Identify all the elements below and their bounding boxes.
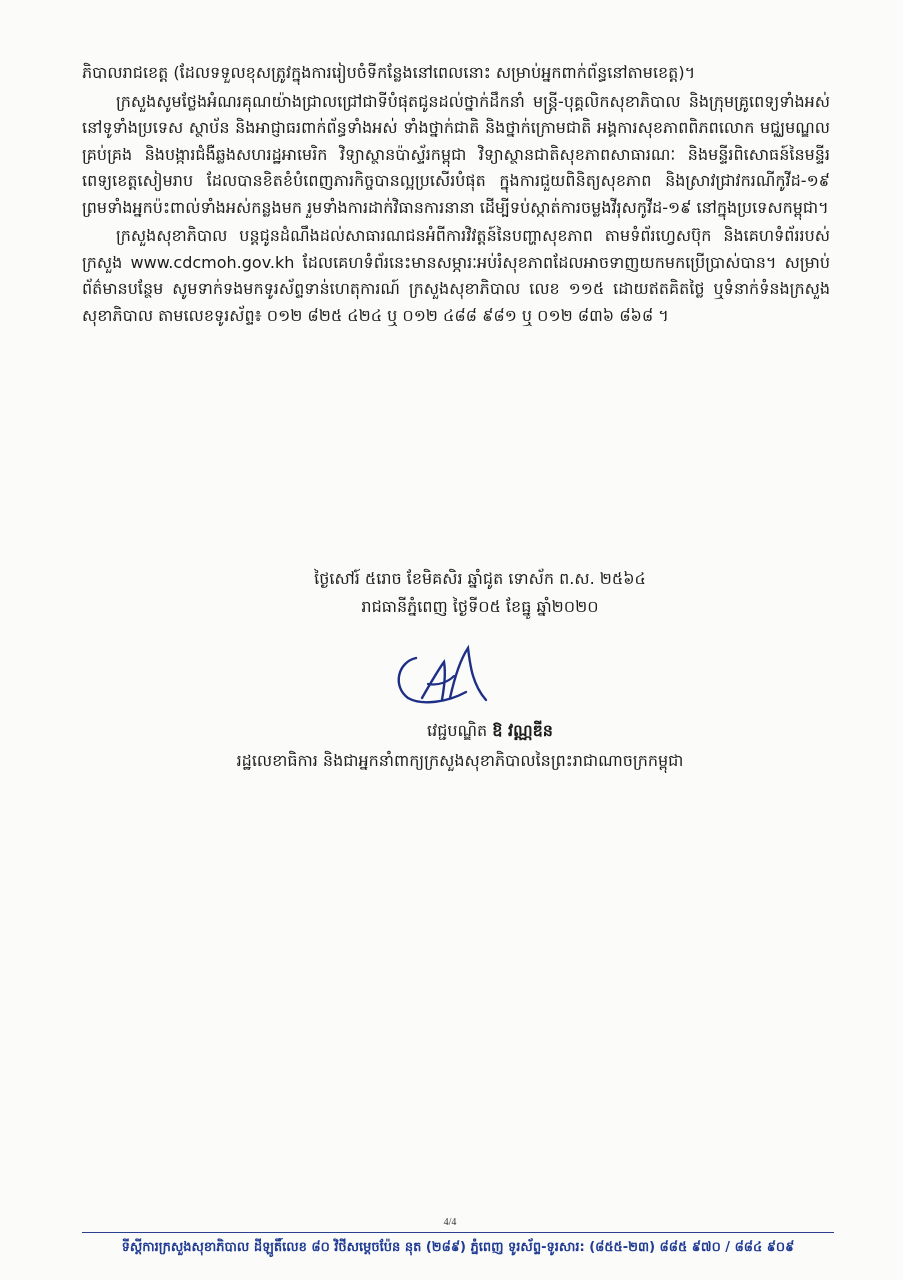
signer-name-line (280, 718, 700, 744)
footer-address: ទីស្តីការក្រសួងសុខាភិបាល ដីឡូតិ៍លេខ ៨០ វិថីសម្តេចប៉ែន នុត (២៨៩) ភ្នំពេញ ទូរស័ព្ទ-ទូរសារ: (៨៥៥-២៣) ៨៨៥ ៩៧០ / ៨៨៤ ៩០៩ (121, 1240, 795, 1255)
signer-block (280, 718, 700, 744)
signer-title: រដ្ឋលេខាធិការ និងជាអ្នកនាំពាក្យក្រសួងសុខាភិបាលនៃព្រះរាជាណាចក្រកម្ពុជា (236, 751, 684, 770)
handwritten-signature (388, 640, 498, 712)
date-lunar: ថ្ងៃសៅរ៍ ៥រោច ខែមិគសិរ ឆ្នាំជូត ទោស័ក ព.ស. ២៥៦៤ (314, 569, 646, 588)
date-solar: រាជធានីភ្នំពេញ ថ្ងៃទី០៥ ខែធ្នូ ឆ្នាំ២០២០ (361, 597, 599, 616)
signer-prefix: វេជ្ជបណ្ឌិត (427, 721, 488, 740)
paragraph-contact-info: ក្រសួងសុខាភិបាល បន្តជូនដំណឹងដល់សាធារណជនអំពីការវិវត្តន៍នៃបញ្ហាសុខភាព តាមទំព័រហ្វេសប៊ុក និងគេហទំព័ររបស់ក្រសួង www.cdcmoh.gov.kh ដែលគេហទំព័រនេះមានសម្ភារៈអប់រំសុខភាពដែលអាចទាញយកមកប្រើប្រាស់បាន។ សម្រាប់ព័ត៌មានបន្ថែម សូមទាក់ទងមកទូរស័ព្ទទាន់ហេតុការណ៍ ក្រសួងសុខាភិបាល លេខ ១១៥ ដោយឥតគិតថ្លៃ ឬទំនាក់ទំនងក្រសួងសុខាភិបាល តាមលេខទូរស័ព្ទ៖ ០១២ ៨២៥ ៤២៤ ឬ ០១២ ៤៨៨ ៩៨១ ឬ ០១២ ៨៣៦ ៨៦៨ ។ (82, 226, 830, 325)
page-number: 4/4 (443, 1217, 457, 1228)
paragraph-acknowledgement: ក្រសួងសូមថ្លែងអំណរគុណយ៉ាងជ្រាលជ្រៅជាទីបំផុតជូនដល់ថ្នាក់ដឹកនាំ មន្ត្រី-បុគ្គលិកសុខាភិបាល និងក្រុមគ្រូពេទ្យទាំងអស់នៅទូទាំងប្រទេស ស្ថាប័ន និងអាជ្ញាធរពាក់ព័ន្ធទាំងអស់ ទាំងថ្នាក់ជាតិ និងថ្នាក់ក្រោមជាតិ អង្គការសុខភាពពិភពលោក មជ្ឈមណ្ឌលគ្រប់គ្រង និងបង្ការជំងឺឆ្លងសហរដ្ឋអាមេរិក វិទ្យាស្ថានប៉ាស្ទ័រកម្ពុជា វិទ្យាស្ថានជាតិសុខភាពសាធារណៈ និងមន្ទីរពិសោធន៍នៃមន្ទីរពេទ្យខេត្តសៀមរាប ដែលបានខិតខំបំពេញភារកិច្ចបានល្អប្រសើរបំផុត ក្នុងការជួយពិនិត្យសុខភាព និងស្រាវជ្រាវករណីកូវីដ-១៩ ព្រមទាំងអ្នកប៉ះពាល់ទាំងអស់កន្លងមក រួមទាំងការដាក់វិធានការនានា ដើម្បីទប់ស្កាត់ការចម្លងវីរុសកូវីដ-១៩ នៅក្នុងប្រទេសកម្ពុជា។ (82, 91, 830, 217)
date-block (200, 565, 760, 621)
footer-divider (82, 1232, 834, 1233)
signer-name: ឱ វណ្ណឌីន (492, 721, 553, 740)
paragraph-continuation: ភិបាលរាជខេត្ត (ដែលទទួលខុសត្រូវក្នុងការរៀបចំទីកន្លែងនៅពេលនោះ សម្រាប់អ្នកពាក់ព័ន្ធនៅតាមខេត្ត)។ (82, 63, 696, 82)
letter-body (82, 60, 830, 331)
